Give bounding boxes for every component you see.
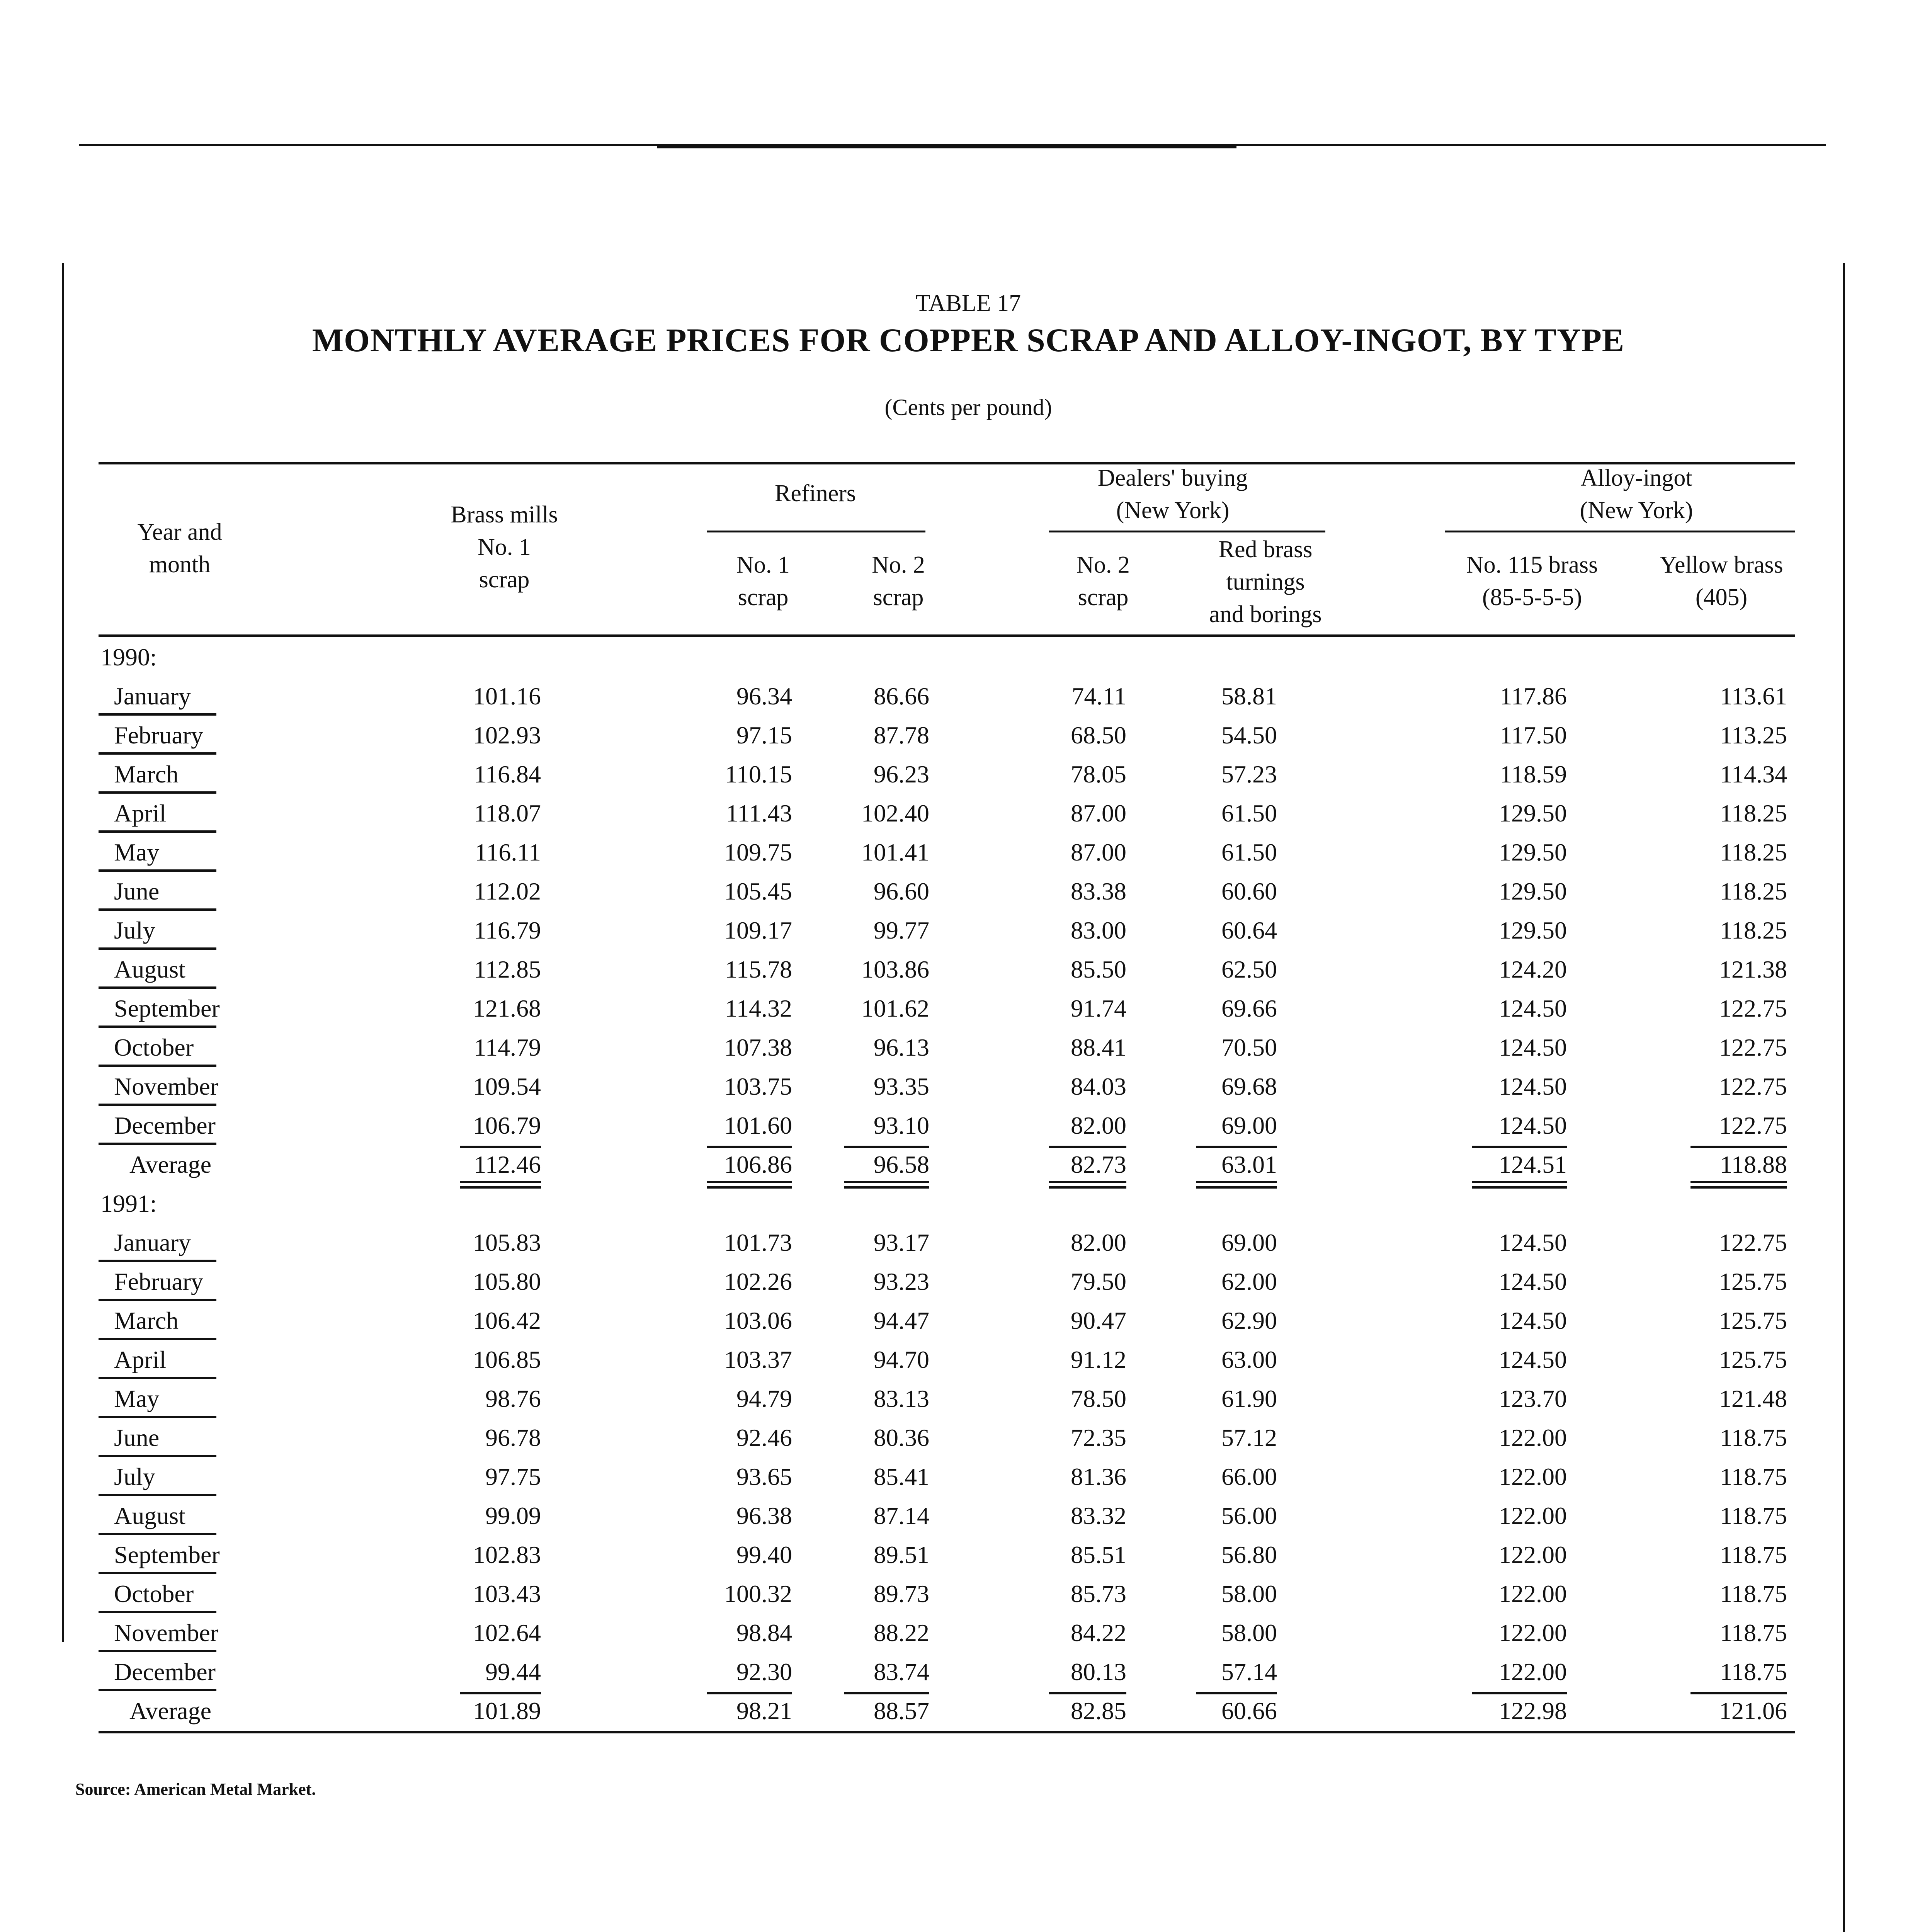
value-cell: 96.58	[874, 1151, 929, 1178]
table-row	[99, 716, 1795, 755]
month-label: October	[114, 1034, 194, 1061]
value-cell: 122.75	[1719, 1229, 1787, 1256]
value-cell: 96.60	[874, 878, 929, 905]
value-cell: 122.00	[1499, 1502, 1567, 1529]
value-cell: 69.00	[1221, 1112, 1277, 1139]
value-cell: 105.45	[724, 878, 792, 905]
value-cell: 124.50	[1499, 1112, 1567, 1139]
value-cell: 103.75	[724, 1073, 792, 1100]
month-label: April	[114, 1346, 167, 1373]
value-cell: 116.84	[474, 760, 541, 788]
value-cell: 122.00	[1499, 1424, 1567, 1451]
value-cell: 85.51	[1071, 1541, 1126, 1568]
table-row	[99, 1379, 1795, 1418]
value-cell: 124.50	[1499, 1034, 1567, 1061]
table-row	[99, 1223, 1795, 1262]
table-row	[99, 1457, 1795, 1496]
table-number: TABLE 17	[915, 290, 1021, 316]
value-cell: 56.80	[1221, 1541, 1277, 1568]
table-row	[99, 677, 1795, 716]
table-row	[99, 989, 1795, 1028]
value-cell: 60.60	[1221, 878, 1277, 905]
sum-rule	[460, 1146, 541, 1148]
value-cell: 118.25	[1720, 838, 1787, 866]
value-cell: 101.41	[861, 838, 929, 866]
table-row	[99, 1106, 1795, 1145]
value-cell: 99.40	[736, 1541, 792, 1568]
table-row	[99, 1496, 1795, 1535]
value-cell: 62.00	[1221, 1268, 1277, 1295]
value-cell: 118.07	[474, 799, 541, 827]
value-cell: 109.17	[724, 917, 792, 944]
value-cell: 118.75	[1720, 1541, 1787, 1568]
value-cell: 122.75	[1719, 1112, 1787, 1139]
value-cell: 87.14	[874, 1502, 929, 1529]
header-refiners: Refiners	[774, 480, 856, 507]
value-cell: 56.00	[1221, 1502, 1277, 1529]
month-label: February	[114, 721, 204, 749]
value-cell: 111.43	[726, 799, 792, 827]
value-cell: 122.00	[1499, 1658, 1567, 1685]
value-cell: 97.15	[736, 721, 792, 749]
value-cell: 117.50	[1500, 721, 1567, 749]
value-cell: 96.34	[736, 682, 792, 710]
header-alloy-115: No. 115 brass (85-5-5-5)	[1466, 552, 1598, 611]
value-cell: 70.50	[1221, 1034, 1277, 1061]
value-cell: 93.10	[874, 1112, 929, 1139]
right-margin-line	[1843, 263, 1845, 1932]
header-dealers-no2: No. 2 scrap	[1077, 552, 1130, 611]
value-cell: 82.85	[1071, 1697, 1126, 1725]
value-cell: 84.22	[1071, 1619, 1126, 1646]
sum-rule	[1196, 1146, 1277, 1148]
value-cell: 125.75	[1719, 1307, 1787, 1334]
value-cell: 96.38	[736, 1502, 792, 1529]
value-cell: 98.84	[736, 1619, 792, 1646]
value-cell: 124.50	[1499, 1268, 1567, 1295]
month-label: June	[114, 878, 160, 905]
value-cell: 80.13	[1071, 1658, 1126, 1685]
value-cell: 58.00	[1221, 1580, 1277, 1607]
year-row	[99, 638, 1795, 677]
value-cell: 96.78	[485, 1424, 541, 1451]
value-cell: 107.38	[724, 1034, 792, 1061]
left-margin-line	[62, 263, 64, 1642]
value-cell: 124.50	[1499, 1073, 1567, 1100]
year-row	[99, 1184, 1795, 1223]
month-label: May	[114, 838, 160, 866]
value-cell: 118.75	[1720, 1424, 1787, 1451]
value-cell: 82.00	[1071, 1229, 1126, 1256]
value-cell: 116.79	[474, 917, 541, 944]
value-cell: 102.40	[861, 799, 929, 827]
value-cell: 57.12	[1221, 1424, 1277, 1451]
value-cell: 58.81	[1221, 682, 1277, 710]
table-units: (Cents per pound)	[884, 395, 1052, 420]
value-cell: 72.35	[1071, 1424, 1126, 1451]
table-row	[99, 1652, 1795, 1691]
value-cell: 85.41	[874, 1463, 929, 1490]
value-cell: 125.75	[1719, 1346, 1787, 1373]
value-cell: 121.68	[473, 995, 541, 1022]
sum-rule	[844, 1146, 929, 1148]
value-cell: 80.36	[874, 1424, 929, 1451]
value-cell: 84.03	[1071, 1073, 1126, 1100]
table-row	[99, 1028, 1795, 1067]
value-cell: 94.70	[874, 1346, 929, 1373]
table-row	[99, 1535, 1795, 1574]
average-label: Average	[129, 1151, 211, 1178]
month-label: July	[114, 1463, 155, 1490]
value-cell: 113.61	[1720, 682, 1787, 710]
value-cell: 98.76	[485, 1385, 541, 1412]
month-label: September	[114, 1541, 220, 1568]
value-cell: 92.30	[736, 1658, 792, 1685]
value-cell: 129.50	[1499, 799, 1567, 827]
value-cell: 94.79	[736, 1385, 792, 1412]
value-cell: 123.70	[1499, 1385, 1567, 1412]
value-cell: 78.05	[1071, 760, 1126, 788]
average-row	[99, 1145, 1795, 1184]
header-alloy-yellow: Yellow brass (405)	[1660, 552, 1783, 611]
table-row	[99, 1613, 1795, 1652]
year-label: 1990:	[100, 643, 157, 671]
year-label: 1991:	[100, 1190, 157, 1217]
value-cell: 83.32	[1071, 1502, 1126, 1529]
value-cell: 57.23	[1221, 760, 1277, 788]
header-refiners-no1: No. 1 scrap	[736, 552, 790, 611]
value-cell: 101.60	[724, 1112, 792, 1139]
value-cell: 101.73	[724, 1229, 792, 1256]
header-alloy-ingot: Alloy-ingot (New York)	[1580, 465, 1693, 524]
value-cell: 68.50	[1071, 721, 1126, 749]
value-cell: 97.75	[485, 1463, 541, 1490]
value-cell: 87.00	[1071, 838, 1126, 866]
table-row	[99, 911, 1795, 950]
value-cell: 112.02	[474, 878, 541, 905]
value-cell: 60.66	[1221, 1697, 1277, 1725]
sum-rule	[707, 1692, 792, 1694]
value-cell: 60.64	[1221, 917, 1277, 944]
value-cell: 63.01	[1221, 1151, 1277, 1178]
value-cell: 106.42	[473, 1307, 541, 1334]
value-cell: 125.75	[1719, 1268, 1787, 1295]
value-cell: 118.75	[1720, 1619, 1787, 1646]
value-cell: 116.11	[474, 838, 541, 866]
value-cell: 85.50	[1071, 956, 1126, 983]
table-row	[99, 1301, 1795, 1340]
value-cell: 118.75	[1720, 1580, 1787, 1607]
value-cell: 106.86	[724, 1151, 792, 1178]
value-cell: 61.50	[1221, 799, 1277, 827]
value-cell: 118.75	[1720, 1658, 1787, 1685]
month-label: March	[114, 1307, 179, 1334]
month-label: February	[114, 1268, 204, 1295]
value-cell: 106.85	[473, 1346, 541, 1373]
double-rule	[1472, 1181, 1567, 1183]
value-cell: 101.16	[473, 682, 541, 710]
top-rule-thick	[657, 144, 1236, 148]
value-cell: 110.15	[725, 760, 792, 788]
alloy-group-rule	[1445, 531, 1795, 532]
month-label: September	[114, 995, 220, 1022]
value-cell: 122.75	[1719, 1073, 1787, 1100]
month-label: April	[114, 799, 167, 827]
value-cell: 91.74	[1071, 995, 1126, 1022]
value-cell: 122.00	[1499, 1619, 1567, 1646]
value-cell: 61.90	[1221, 1385, 1277, 1412]
value-cell: 122.00	[1499, 1463, 1567, 1490]
header-year-month: Year and month	[137, 519, 222, 578]
value-cell: 114.79	[474, 1034, 541, 1061]
value-cell: 83.38	[1071, 878, 1126, 905]
header-brass-mills: Brass mills No. 1 scrap	[451, 502, 558, 593]
value-cell: 82.73	[1071, 1151, 1126, 1178]
value-cell: 118.25	[1720, 917, 1787, 944]
value-cell: 102.93	[473, 721, 541, 749]
value-cell: 124.51	[1499, 1151, 1567, 1178]
value-cell: 89.51	[874, 1541, 929, 1568]
value-cell: 69.68	[1221, 1073, 1277, 1100]
value-cell: 85.73	[1071, 1580, 1126, 1607]
month-label: October	[114, 1580, 194, 1607]
value-cell: 122.98	[1499, 1697, 1567, 1725]
value-cell: 124.50	[1499, 1229, 1567, 1256]
value-cell: 62.90	[1221, 1307, 1277, 1334]
value-cell: 122.75	[1719, 1034, 1787, 1061]
value-cell: 69.00	[1221, 1229, 1277, 1256]
table-row	[99, 950, 1795, 989]
value-cell: 102.26	[724, 1268, 792, 1295]
month-label: January	[114, 682, 191, 710]
value-cell: 94.47	[874, 1307, 929, 1334]
month-label: August	[114, 956, 185, 983]
value-cell: 102.83	[473, 1541, 541, 1568]
value-cell: 83.00	[1071, 917, 1126, 944]
value-cell: 112.85	[474, 956, 541, 983]
value-cell: 88.22	[874, 1619, 929, 1646]
value-cell: 106.79	[473, 1112, 541, 1139]
double-rule	[1049, 1181, 1126, 1183]
table-row	[99, 833, 1795, 872]
value-cell: 100.32	[724, 1580, 792, 1607]
value-cell: 118.59	[1500, 760, 1567, 788]
double-rule	[1690, 1181, 1787, 1183]
sum-rule	[707, 1146, 792, 1148]
value-cell: 103.86	[861, 956, 929, 983]
month-label: December	[114, 1658, 216, 1685]
value-cell: 62.50	[1221, 956, 1277, 983]
value-cell: 115.78	[725, 956, 792, 983]
value-cell: 121.06	[1719, 1697, 1787, 1725]
value-cell: 58.00	[1221, 1619, 1277, 1646]
value-cell: 124.50	[1499, 1307, 1567, 1334]
table-bottom-rule	[99, 1731, 1795, 1733]
sum-rule	[460, 1692, 541, 1694]
month-label: November	[114, 1073, 219, 1100]
value-cell: 118.75	[1720, 1463, 1787, 1490]
value-cell: 113.25	[1720, 721, 1787, 749]
table-row	[99, 1574, 1795, 1613]
table-title: MONTHLY AVERAGE PRICES FOR COPPER SCRAP AND ALLOY-INGOT, BY TYPE	[312, 321, 1625, 359]
value-cell: 91.12	[1071, 1346, 1126, 1373]
sum-rule	[1049, 1146, 1126, 1148]
value-cell: 99.77	[874, 917, 929, 944]
value-cell: 101.89	[473, 1697, 541, 1725]
value-cell: 118.25	[1720, 799, 1787, 827]
value-cell: 93.23	[874, 1268, 929, 1295]
value-cell: 96.23	[874, 760, 929, 788]
value-cell: 101.62	[861, 995, 929, 1022]
average-label: Average	[129, 1697, 211, 1725]
value-cell: 103.43	[473, 1580, 541, 1607]
header-refiners-no2: No. 2 scrap	[872, 552, 925, 611]
month-label: August	[114, 1502, 185, 1529]
value-cell: 105.80	[473, 1268, 541, 1295]
month-label: December	[114, 1112, 216, 1139]
value-cell: 114.34	[1720, 760, 1787, 788]
value-cell: 99.09	[485, 1502, 541, 1529]
value-cell: 124.50	[1499, 995, 1567, 1022]
sum-rule	[844, 1692, 929, 1694]
value-cell: 122.75	[1719, 995, 1787, 1022]
table-row	[99, 1340, 1795, 1379]
value-cell: 121.48	[1719, 1385, 1787, 1412]
month-label: June	[114, 1424, 160, 1451]
value-cell: 122.00	[1499, 1541, 1567, 1568]
sum-rule	[1690, 1146, 1787, 1148]
value-cell: 87.00	[1071, 799, 1126, 827]
value-cell: 87.78	[874, 721, 929, 749]
value-cell: 118.75	[1720, 1502, 1787, 1529]
table-row	[99, 794, 1795, 833]
value-cell: 90.47	[1071, 1307, 1126, 1334]
value-cell: 88.57	[874, 1697, 929, 1725]
month-label: January	[114, 1229, 191, 1256]
value-cell: 118.88	[1720, 1151, 1787, 1178]
value-cell: 63.00	[1221, 1346, 1277, 1373]
value-cell: 96.13	[874, 1034, 929, 1061]
value-cell: 89.73	[874, 1580, 929, 1607]
table-row	[99, 1418, 1795, 1457]
value-cell: 57.14	[1221, 1658, 1277, 1685]
value-cell: 124.50	[1499, 1346, 1567, 1373]
table-row	[99, 872, 1795, 911]
double-rule	[1196, 1181, 1277, 1183]
value-cell: 129.50	[1499, 838, 1567, 866]
value-cell: 93.35	[874, 1073, 929, 1100]
value-cell: 54.50	[1221, 721, 1277, 749]
sum-rule	[1049, 1692, 1126, 1694]
double-rule	[460, 1181, 541, 1183]
value-cell: 98.21	[736, 1697, 792, 1725]
value-cell: 129.50	[1499, 917, 1567, 944]
value-cell: 99.44	[485, 1658, 541, 1685]
value-cell: 82.00	[1071, 1112, 1126, 1139]
header-bottom-rule	[99, 634, 1795, 637]
value-cell: 93.65	[736, 1463, 792, 1490]
double-rule	[844, 1181, 929, 1183]
table-row	[99, 755, 1795, 794]
header-dealers-red-brass: Red brass turnings and borings	[1209, 536, 1322, 628]
month-label: March	[114, 760, 179, 788]
value-cell: 86.66	[874, 682, 929, 710]
value-cell: 81.36	[1071, 1463, 1126, 1490]
value-cell: 105.83	[473, 1229, 541, 1256]
value-cell: 121.38	[1719, 956, 1787, 983]
month-label: November	[114, 1619, 219, 1646]
value-cell: 102.64	[473, 1619, 541, 1646]
value-cell: 83.74	[874, 1658, 929, 1685]
value-cell: 83.13	[874, 1385, 929, 1412]
month-label: July	[114, 917, 155, 944]
value-cell: 112.46	[474, 1151, 541, 1178]
average-row	[99, 1691, 1795, 1730]
value-cell: 74.11	[1071, 682, 1126, 710]
value-cell: 129.50	[1499, 878, 1567, 905]
value-cell: 118.25	[1720, 878, 1787, 905]
value-cell: 124.20	[1499, 956, 1567, 983]
value-cell: 69.66	[1221, 995, 1277, 1022]
value-cell: 93.17	[874, 1229, 929, 1256]
table-row	[99, 1262, 1795, 1301]
value-cell: 78.50	[1071, 1385, 1126, 1412]
table-row	[99, 1067, 1795, 1106]
value-cell: 103.06	[724, 1307, 792, 1334]
value-cell: 103.37	[724, 1346, 792, 1373]
source-note: Source: American Metal Market.	[75, 1780, 316, 1799]
value-cell: 109.54	[473, 1073, 541, 1100]
sum-rule	[1196, 1692, 1277, 1694]
sum-rule	[1472, 1146, 1567, 1148]
dealers-group-rule	[1049, 531, 1325, 532]
value-cell: 122.00	[1499, 1580, 1567, 1607]
double-rule	[707, 1181, 792, 1183]
value-cell: 66.00	[1221, 1463, 1277, 1490]
month-label: May	[114, 1385, 160, 1412]
refiners-group-rule	[707, 531, 925, 532]
value-cell: 79.50	[1071, 1268, 1126, 1295]
header-dealers: Dealers' buying (New York)	[1097, 465, 1248, 524]
sum-rule	[1690, 1692, 1787, 1694]
value-cell: 88.41	[1071, 1034, 1126, 1061]
value-cell: 109.75	[724, 838, 792, 866]
value-cell: 117.86	[1500, 682, 1567, 710]
sum-rule	[1472, 1692, 1567, 1694]
value-cell: 92.46	[736, 1424, 792, 1451]
value-cell: 114.32	[725, 995, 792, 1022]
value-cell: 61.50	[1221, 838, 1277, 866]
